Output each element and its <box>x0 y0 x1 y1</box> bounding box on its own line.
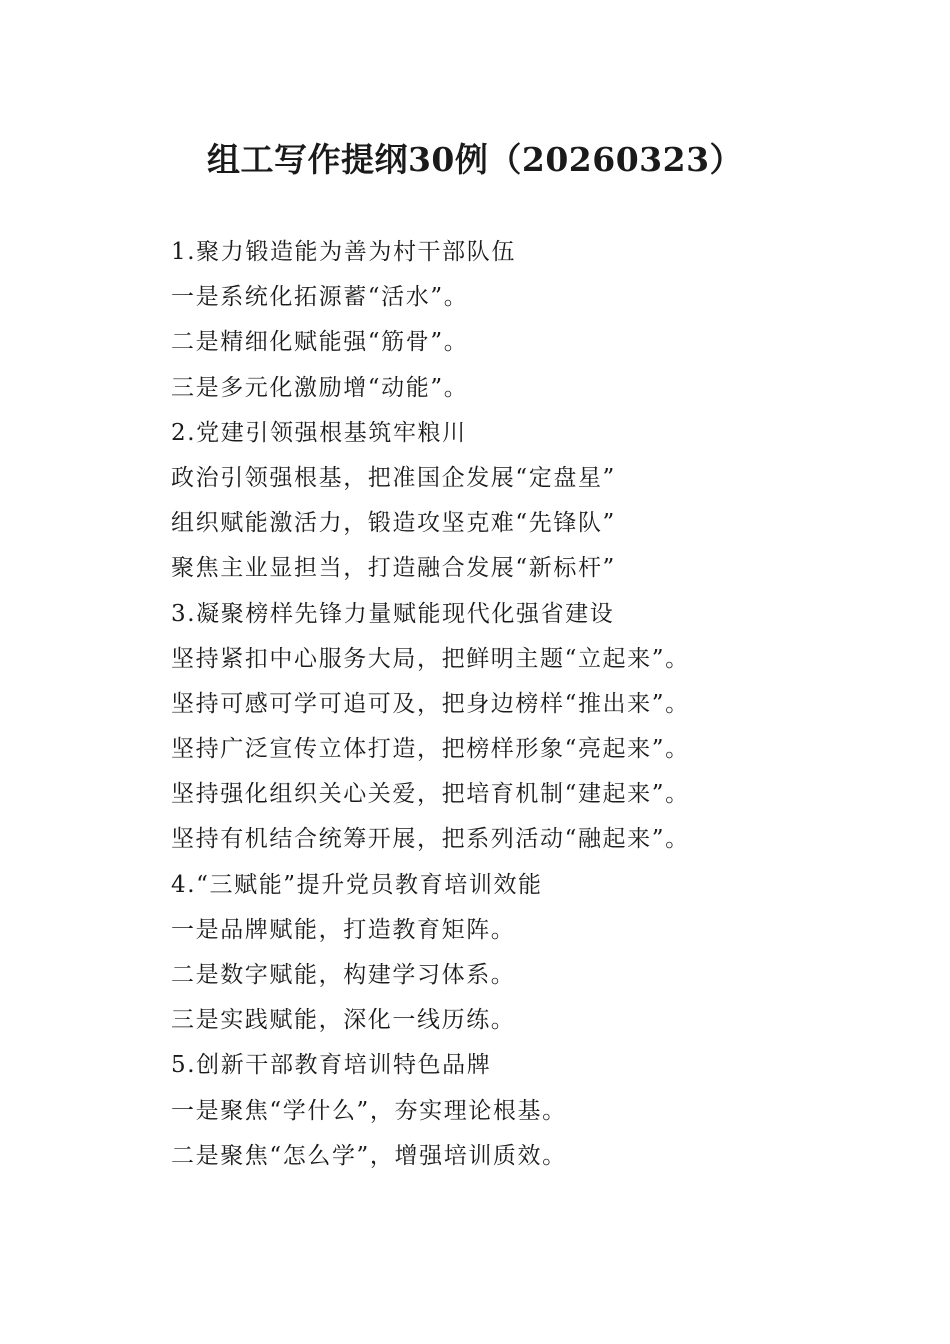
outline-point: 二是聚焦“怎么学”，增强培训质效。 <box>171 1142 567 1169</box>
outline-point: 一是聚焦“学什么”，夯实理论根基。 <box>171 1097 567 1124</box>
outline-point: 三是多元化激励增“动能”。 <box>171 374 469 401</box>
outline-point: 坚持有机结合统筹开展，把系列活动“融起来”。 <box>171 826 690 853</box>
outline-heading-5: 5.创新干部教育培训特色品牌 <box>171 1052 492 1079</box>
outline-point: 聚焦主业显担当，打造融合发展“新标杆” <box>171 555 616 582</box>
outline-point: 政治引领强根基，把准国企发展“定盘星” <box>171 464 616 491</box>
outline-heading-2: 2.党建引领强根基筑牢粮川 <box>171 419 467 446</box>
outline-heading-1: 1.聚力锻造能为善为村干部队伍 <box>171 239 516 265</box>
outline-point: 二是数字赋能，构建学习体系。 <box>171 962 516 988</box>
outline-point: 二是精细化赋能强“筋骨”。 <box>171 329 469 356</box>
outline-point: 坚持紧扣中心服务大局，把鲜明主题“立起来”。 <box>171 645 690 672</box>
outline-point: 一是品牌赋能，打造教育矩阵。 <box>171 916 516 943</box>
outline-point: 三是实践赋能，深化一线历练。 <box>171 1007 516 1034</box>
document-title: 组工写作提纲30例（20260323） <box>206 140 744 179</box>
outline-heading-3: 3.凝聚榜样先锋力量赋能现代化强省建设 <box>171 600 615 627</box>
outline-point: 一是系统化拓源蓄“活水”。 <box>171 284 469 311</box>
outline-point: 坚持强化组织关心关爱，把培育机制“建起来”。 <box>171 781 690 808</box>
outline-point: 坚持可感可学可追可及，把身边榜样“推出来”。 <box>171 690 690 717</box>
outline-point: 坚持广泛宣传立体打造，把榜样形象“亮起来”。 <box>171 736 690 763</box>
outline-point: 组织赋能激活力，锻造攻坚克难“先锋队” <box>171 510 616 537</box>
outline-heading-4: 4.“三赋能”提升党员教育培训效能 <box>171 871 543 898</box>
outline-list <box>171 230 911 1179</box>
